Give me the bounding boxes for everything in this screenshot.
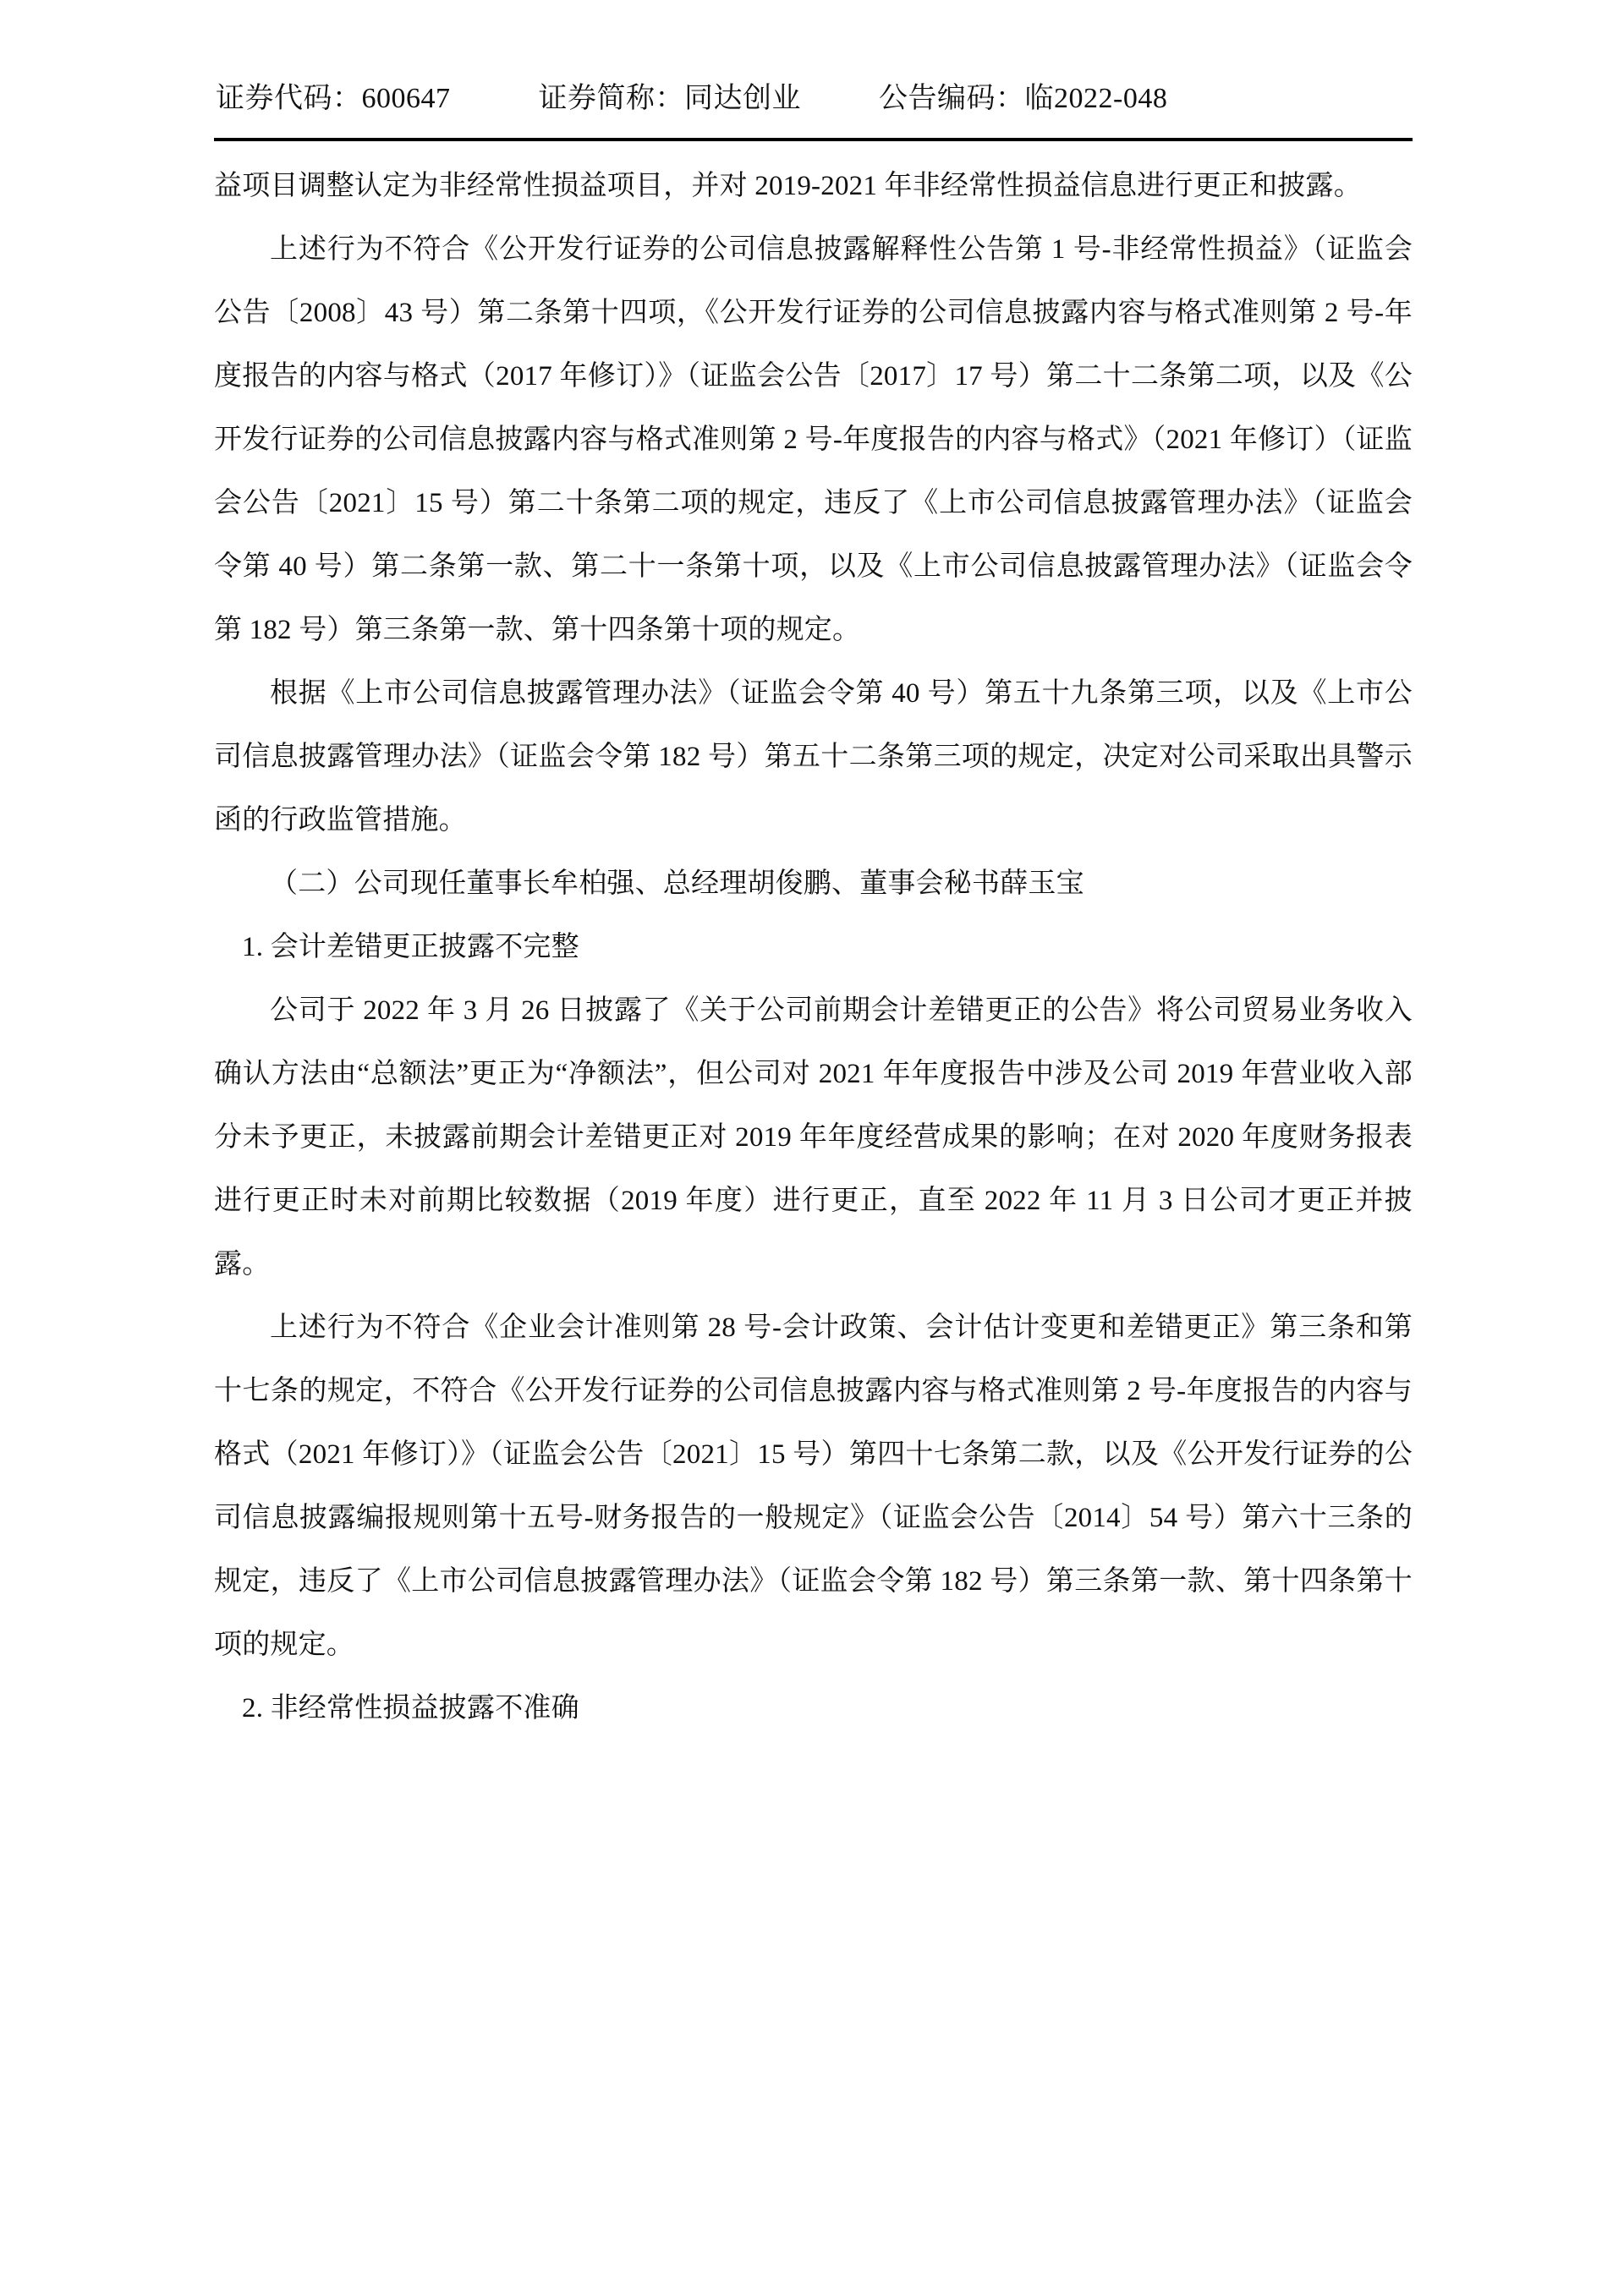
- security-code-label: 证券代码：600647: [216, 83, 451, 114]
- paragraph-continuation: 益项目调整认定为非经常性损益项目，并对 2019-2021 年非经常性损益信息进行更正和披露。: [214, 170, 1362, 201]
- paragraph-disclosure-2022: 公司于 2022 年 3 月 26 日披露了《关于公司前期会计差错更正的公告》将公司贸易业务收入确认方法由“总额法”更正为“净额法”，但公司对 2021 年年度报告中涉及公司 2019 年营业收入部分未予更正，未披露前期会计差错更正对 2019 年年度经营成果的影响；在对 2020 年度财务报表进行更正时未对前期比较数据（2019 年度）进行更正，直至 2022 年 11 月 3 日公司才更正并披露。: [214, 995, 1413, 1280]
- header-divider-rule: [214, 138, 1413, 141]
- document-body: [214, 155, 1413, 1740]
- security-abbreviation-label: 证券简称：同达创业: [538, 83, 801, 114]
- document-header: [214, 81, 1413, 118]
- paragraph-violation-basis-two: 上述行为不符合《企业会计准则第 28 号-会计政策、会计估计变更和差错更正》第三条和第十七条的规定，不符合《公开发行证券的公司信息披露内容与格式准则第 2 号-年度报告的内容与格式（2021 年修订）》（证监会公告〔2021〕15 号）第四十七条第二款，以及《公开发行证券的公司信息披露编报规则第十五号-财务报告的一般规定》（证监会公告〔2014〕54 号）第六十三条的规定，违反了《上市公司信息披露管理办法》（证监会令第 182 号）第三条第一款、第十四条第十项的规定。: [214, 1312, 1413, 1660]
- announcement-number-label: 公告编码：临2022-048: [879, 83, 1168, 114]
- heading-item-one: 1. 会计差错更正披露不完整: [242, 931, 579, 962]
- paragraph-measure-decision: 根据《上市公司信息披露管理办法》（证监会令第 40 号）第五十九条第三项，以及《上市公司信息披露管理办法》（证监会令第 182 号）第五十二条第三项的规定，决定对公司采取出具警示函的行政监管措施。: [214, 677, 1413, 836]
- heading-section-two: （二）公司现任董事长牟柏强、总经理胡俊鹏、董事会秘书薛玉宝: [270, 868, 1084, 899]
- paragraph-violation-basis: 上述行为不符合《公开发行证券的公司信息披露解释性公告第 1 号-非经常性损益》（证监会公告〔2008〕43 号）第二条第十四项，《公开发行证券的公司信息披露内容与格式准则第 2 号-年度报告的内容与格式（2017 年修订）》（证监会公告〔2017〕17 号）第二十二条第二项，以及《公开发行证券的公司信息披露内容与格式准则第 2 号-年度报告的内容与格式》（2021 年修订）（证监会公告〔2021〕15 号）第二十条第二项的规定，违反了《上市公司信息披露管理办法》（证监会令第 40 号）第二条第一款、第二十一条第十项，以及《上市公司信息披露管理办法》（证监会令第 182 号）第三条第一款、第十四条第十项的规定。: [214, 233, 1413, 645]
- heading-item-two: 2. 非经常性损益披露不准确: [242, 1692, 579, 1723]
- page-content-area: [214, 81, 1413, 1740]
